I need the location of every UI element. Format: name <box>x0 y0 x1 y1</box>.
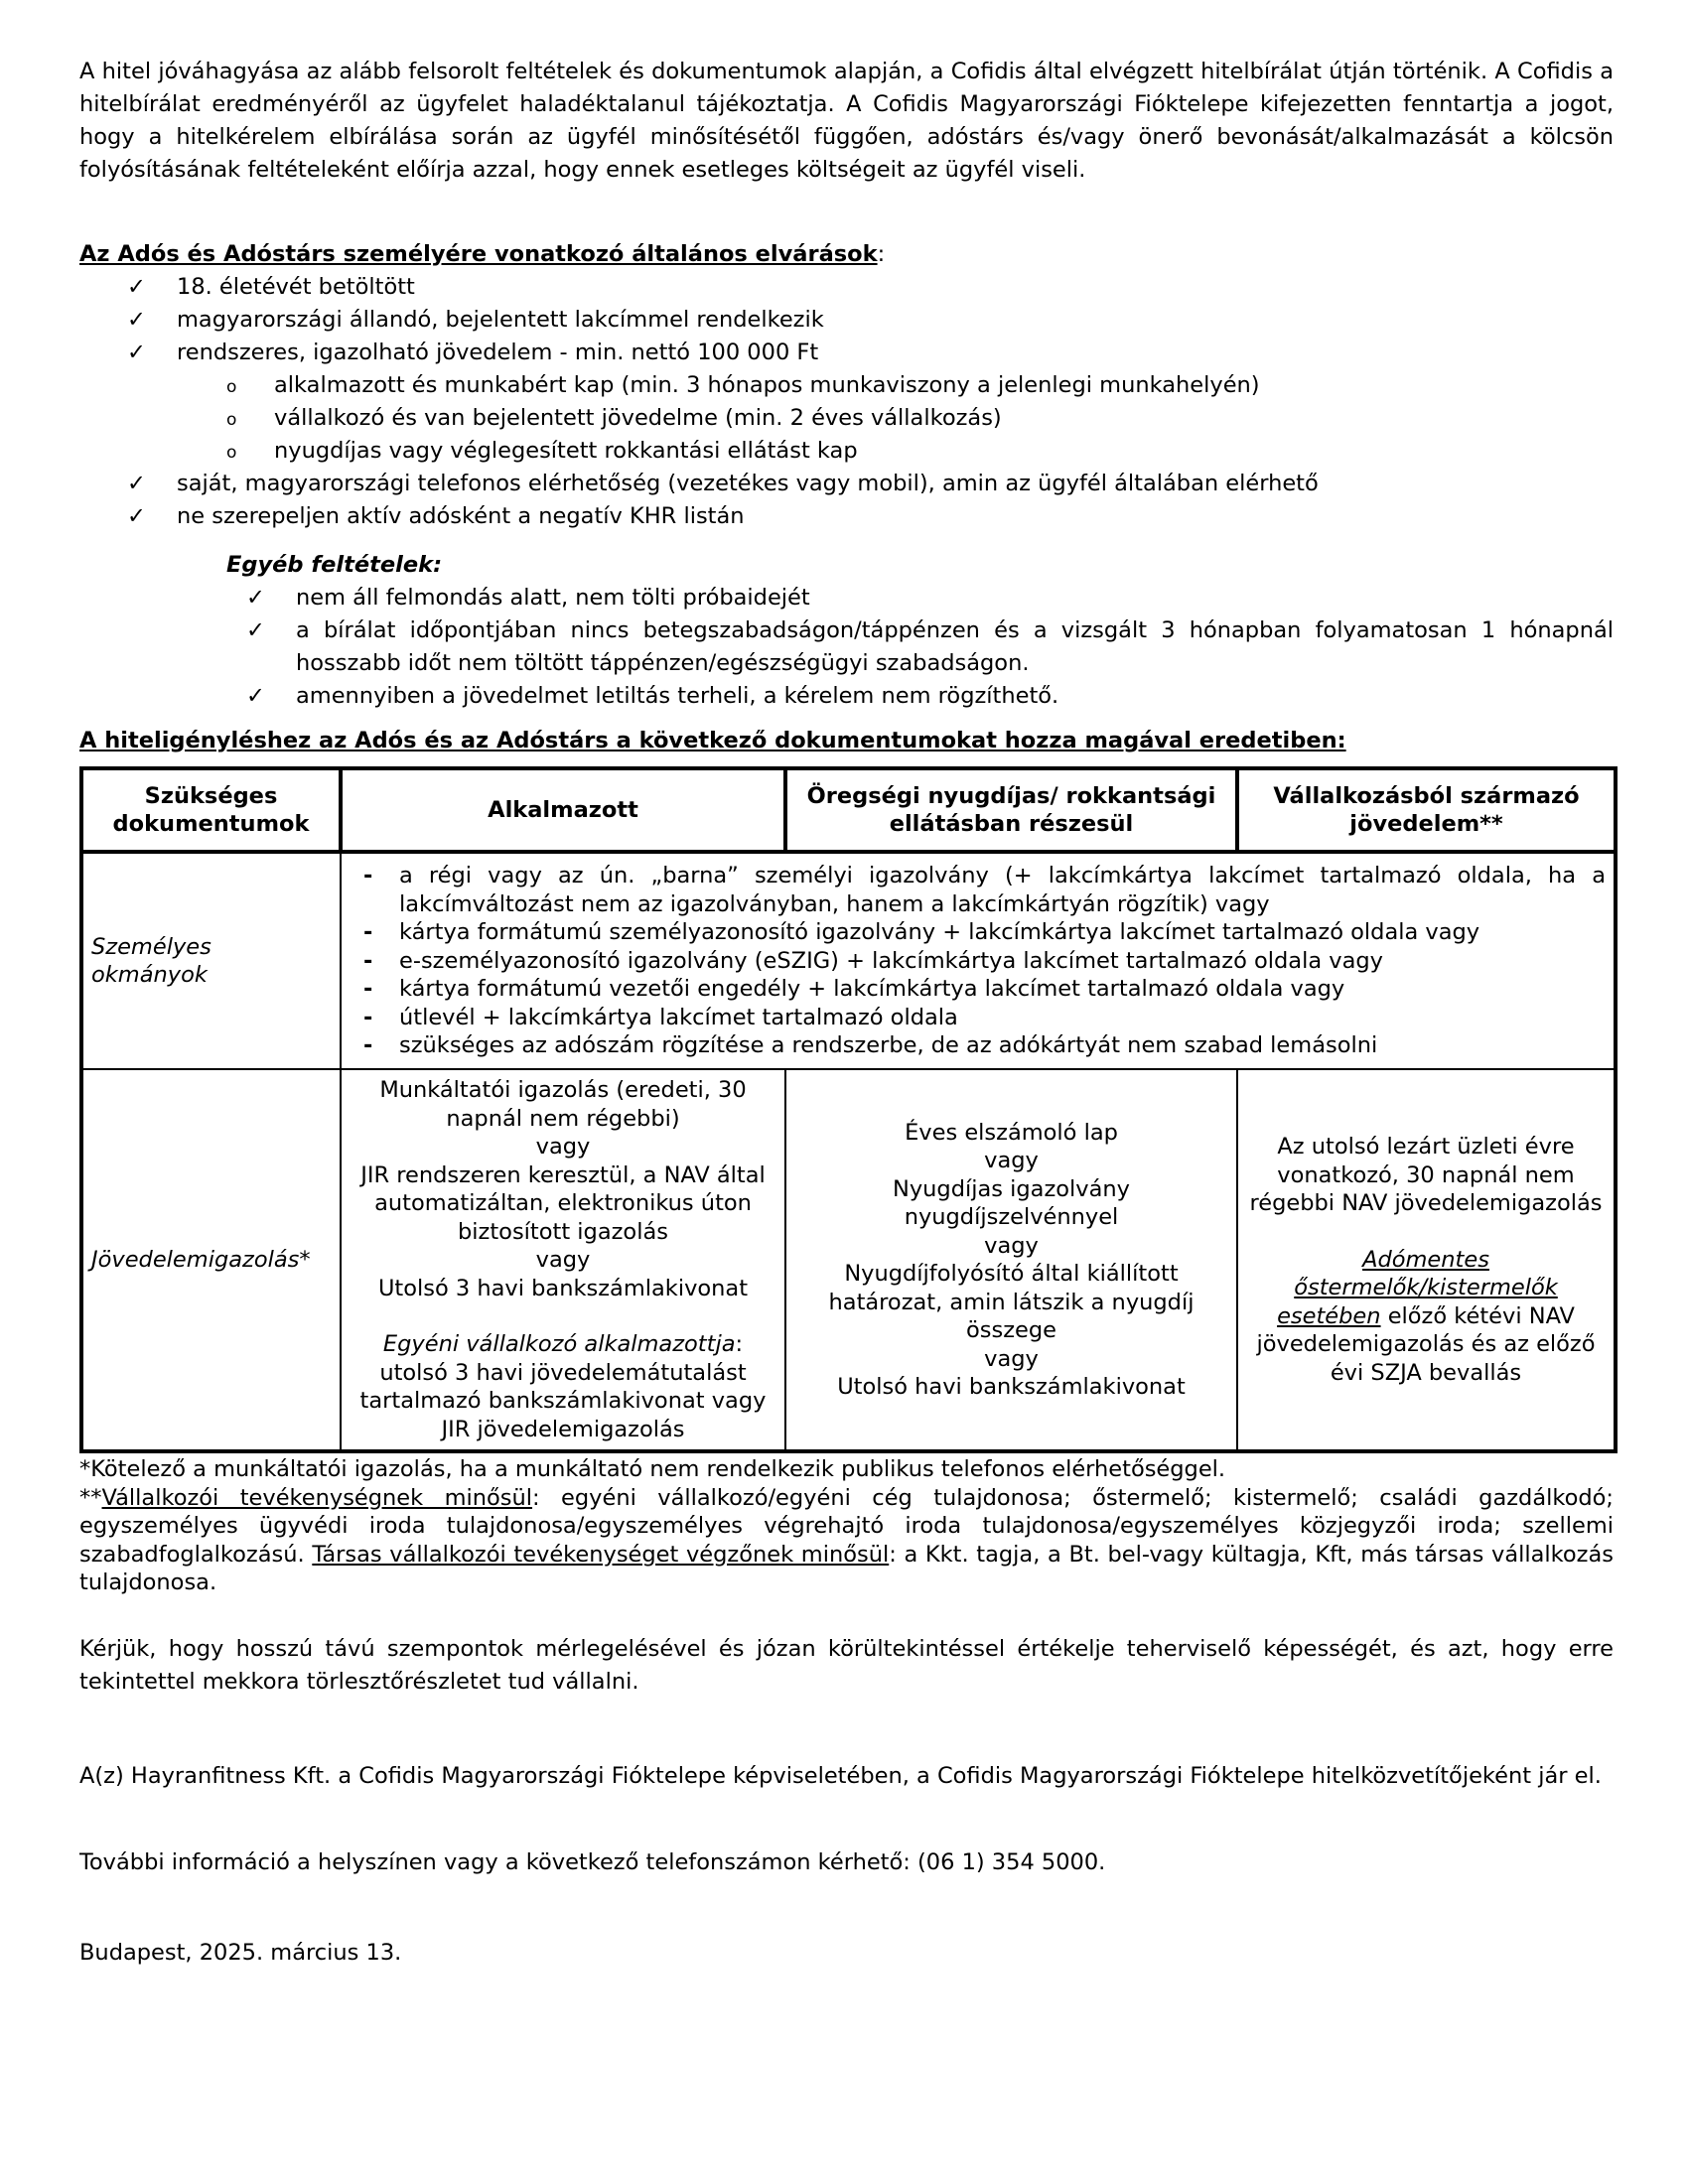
check-icon: ✓ <box>246 683 265 709</box>
documents-heading: A hiteligényléshez az Adós és az Adóstárs a következő dokumentumokat hozza magával eredetiben: <box>79 728 1346 753</box>
dash-icon: - <box>363 919 373 946</box>
table-footnotes <box>79 1455 1614 1597</box>
dash-icon: - <box>363 947 373 974</box>
table-header-cell: Alkalmazott <box>341 768 785 852</box>
business-cell: Az utolsó lezárt üzleti évre vonatkozó, 30 napnál nem régebbi NAV jövedelemigazolás Adómentes őstermelők/kistermelők esetében előző kétévi NAV jövedelemigazolás és az előző évi SZJA bevallás <box>1237 1069 1616 1451</box>
list-item: - e-személyazonosító igazolvány (eSZIG) + lakcímkártya lakcímet tartalmazó oldala vagy <box>363 947 1383 974</box>
circle-bullet-icon: o <box>226 377 237 397</box>
place-date: Budapest, 2025. március 13. <box>79 1939 402 1966</box>
table-header-cell: Vállalkozásból származó jövedelem** <box>1237 768 1616 852</box>
list-item: ✓ amennyiben a jövedelmet letiltás terheli, a kérelem nem rögzíthető. <box>226 680 1614 713</box>
intro-paragraph: A hitel jóváhagyása az alább felsorolt feltételek és dokumentumok alapján, a Cofidis által elvégzett hitelbírálat útján történik. A Cofidis a hitelbírálat eredményéről az ügyfelet haladéktalanul tájékoztatja. A Cofidis Magyarországi Fióktelepe kifejezetten fenntartja a jogot, hogy a hitelkérelem elbírálása során az ügyfél minősítésétől függően, adóstárs és/vagy önerő bevonását/alkalmazását a kölcsön folyósításának feltételeként előírja azzal, hogy ennek esetleges költségeit az ügyfél viseli. <box>79 59 1614 183</box>
row-label: Személyes okmányok <box>81 852 341 1069</box>
list-item: ✓ rendszeres, igazolható jövedelem - min. nettó 100 000 Ft <box>79 337 1614 369</box>
other-conditions <box>226 549 1614 713</box>
list-item: ✓ 18. életévét betöltött <box>79 271 1614 304</box>
other-conditions-list <box>226 582 1614 713</box>
requirements-heading: Az Adós és Adóstárs személyére vonatkozó általános elvárások: <box>79 241 886 267</box>
table-header-row <box>81 768 1616 852</box>
income-sublist <box>79 369 1614 468</box>
list-item: ✓ ne szerepeljen aktív adósként a negatív KHR listán <box>79 500 1614 533</box>
list-item: - a régi vagy az ún. „barna” személyi igazolvány (+ lakcímkártya lakcímet tartalmazó oldala, ha a lakcímváltozást nem az igazolványban, hanem a lakcímkártyán rögzítik) vagy <box>363 863 1606 917</box>
requirements-list <box>79 271 1614 369</box>
check-icon: ✓ <box>246 585 265 611</box>
info-paragraph: További információ a helyszínen vagy a következő telefonszámon kérhető: (06 1) 354 5000. <box>79 1848 1106 1875</box>
table-row <box>81 1069 1616 1451</box>
table-cell <box>341 852 1616 1069</box>
list-item: ✓ magyarországi állandó, bejelentett lakcímmel rendelkezik <box>79 304 1614 337</box>
pensioner-cell: Éves elszámoló lap vagy Nyugdíjas igazolvány nyugdíjszelvénnyel vagy Nyugdíjfolyósító által kiállított határozat, amin látszik a nyugdíj összege vagy Utolsó havi bankszámlakivonat <box>785 1069 1237 1451</box>
check-icon: ✓ <box>127 503 146 529</box>
list-item: - útlevél + lakcímkártya lakcímet tartalmazó oldala <box>363 1004 958 1030</box>
list-item: - kártya formátumú vezetői engedély + lakcímkártya lakcímet tartalmazó oldala vagy <box>363 976 1345 1003</box>
table-row <box>81 852 1616 1069</box>
row-label: Jövedelemigazolás* <box>81 1069 341 1451</box>
circle-bullet-icon: o <box>226 443 237 463</box>
footnote-2: **Vállalkozói tevékenységnek minősül: egyéni vállalkozó/egyéni cég tulajdonosa; őstermelő; kistermelő; családi gazdálkodó; egyszemélyes ügyvédi iroda tulajdonosa/egyszemélyes végrehajtó iroda tulajdonosa/egyszemélyes közjegyzői iroda; szellemi szabadfoglalkozású. Társas vállalkozói tevékenységet végzőnek minősül: a Kkt. tagja, a Bt. bel-vagy kültagja, Kft, más társas vállalkozás tulajdonosa. <box>79 1484 1614 1595</box>
list-item: - kártya formátumú személyazonosító igazolvány + lakcímkártya lakcímet tartalmazó oldala vagy <box>363 919 1480 946</box>
requirements-heading-text: Az Adós és Adóstárs személyére vonatkozó általános elvárások <box>79 241 878 267</box>
table-header-cell: Szükséges dokumentumok <box>81 768 341 852</box>
other-conditions-title: Egyéb feltételek: <box>226 552 443 578</box>
list-item: ✓ nem áll felmondás alatt, nem tölti próbaidejét <box>226 582 1614 614</box>
check-icon: ✓ <box>127 340 146 365</box>
circle-bullet-icon: o <box>226 410 237 430</box>
table-header-cell: Öregségi nyugdíjas/ rokkantsági ellátásban részesül <box>785 768 1237 852</box>
check-icon: ✓ <box>246 617 265 643</box>
list-item: ✓ saját, magyarországi telefonos elérhetőség (vezetékes vagy mobil), amin az ügyfél általában elérhető <box>79 468 1614 500</box>
list-item: o nyugdíjas vagy véglegesített rokkantási ellátást kap <box>79 435 1614 468</box>
id-documents-list <box>350 862 1606 1060</box>
documents-table <box>79 766 1618 1453</box>
intermediary-paragraph: A(z) Hayranfitness Kft. a Cofidis Magyarországi Fióktelepe képviseletében, a Cofidis Magyarországi Fióktelepe hitelközvetítőjeként jár el. <box>79 1762 1602 1789</box>
employee-cell: Munkáltatói igazolás (eredeti, 30 napnál nem régebbi) vagy JIR rendszeren keresztül, a NAV által automatizáltan, elektronikus úton biztosított igazolás vagy Utolsó 3 havi bankszámlakivonat Egyéni vállalkozó alkalmazottja: utolsó 3 havi jövedelemátutalást tartalmazó bankszámlakivonat vagy JIR jövedelemigazolás <box>341 1069 785 1451</box>
list-item: o alkalmazott és munkabért kap (min. 3 hónapos munkaviszony a jelenlegi munkahelyén) <box>79 369 1614 402</box>
advice-paragraph: Kérjük, hogy hosszú távú szempontok mérlegelésével és józan körültekintéssel értékelje teherviselő képességét, és azt, hogy erre tekintettel mekkora törlesztőrészletet tud vállalni. <box>79 1635 1614 1695</box>
dash-icon: - <box>363 863 373 889</box>
document-page <box>79 56 1614 1970</box>
check-icon: ✓ <box>127 307 146 333</box>
dash-icon: - <box>363 1004 373 1030</box>
list-item: ✓ a bírálat időpontjában nincs betegszabadságon/táppénzen és a vizsgált 3 hónapban folyamatosan 1 hónapnál hosszabb időt nem töltött táppénzen/egészségügyi szabadságon. <box>226 614 1614 680</box>
dash-icon: - <box>363 976 373 1003</box>
check-icon: ✓ <box>127 471 146 496</box>
footnote-1: *Kötelező a munkáltatói igazolás, ha a munkáltató nem rendelkezik publikus telefonos elérhetőséggel. <box>79 1456 1226 1482</box>
list-item: o vállalkozó és van bejelentett jövedelme (min. 2 éves vállalkozás) <box>79 402 1614 435</box>
check-icon: ✓ <box>127 274 146 300</box>
list-item: - szükséges az adószám rögzítése a rendszerbe, de az adókártyát nem szabad lemásolni <box>363 1032 1378 1059</box>
requirements-list-continued <box>79 468 1614 533</box>
dash-icon: - <box>363 1032 373 1059</box>
